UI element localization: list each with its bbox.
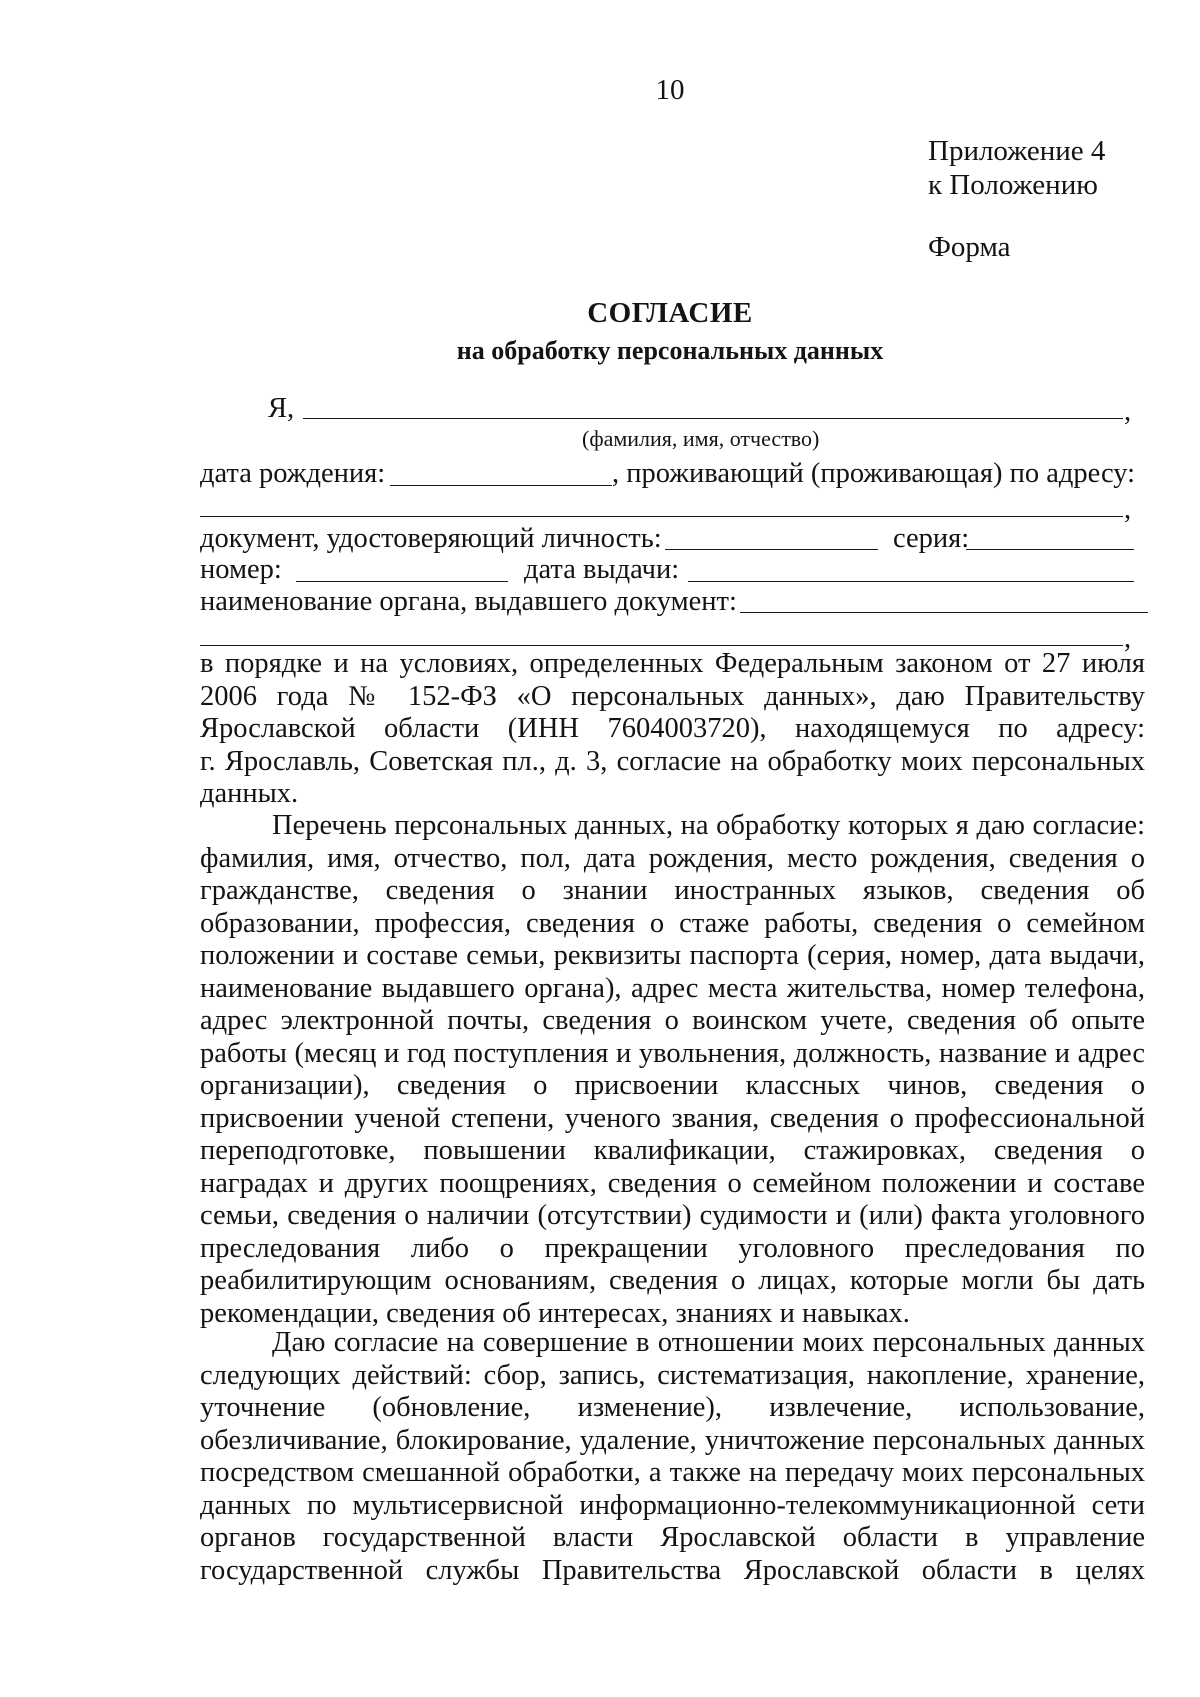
- name-prefix: Я,: [268, 393, 295, 424]
- text-line: Перечень персональных данных, на обработку которых я даю согласие:: [272, 810, 1145, 841]
- issuer-comma: ,: [1124, 623, 1132, 654]
- text-line: семьи, сведения о наличии (отсутствии) судимости и (или) факта уголовного: [200, 1200, 1145, 1231]
- series-label: серия:: [893, 523, 970, 554]
- text-line: гражданстве, сведения о знании иностранных языков, сведения об: [200, 875, 1145, 906]
- text-line: в порядке и на условиях, определенных Федеральным законом от 27 июля: [200, 648, 1145, 679]
- full-name-hint: (фамилия, имя, отчество): [582, 426, 820, 451]
- birth-date-label: дата рождения:: [200, 458, 386, 489]
- document-title: СОГЛАСИЕ: [587, 297, 753, 329]
- text-line: посредством смешанной обработки, а также на передачу моих персональных: [200, 1457, 1145, 1488]
- consent-paragraph-2: [200, 810, 1145, 1330]
- appendix-number: Приложение 4: [928, 135, 1106, 167]
- address-field[interactable]: [200, 516, 1123, 517]
- issue-date-label: дата выдачи:: [524, 554, 680, 585]
- text-line: реабилитирующим основаниям, сведения о лицах, которые могли бы дать: [200, 1265, 1145, 1296]
- text-line: 2006 года № 152-ФЗ «О персональных данных», даю Правительству: [200, 680, 1145, 712]
- text-line: данных по мультисервисной информационно-телекоммуникационной сети: [200, 1489, 1145, 1521]
- address-label: , проживающий (проживающая) по адресу:: [612, 458, 1136, 489]
- text-line: г. Ярославль, Советская пл., д. 3, согласие на обработку моих персональных: [200, 745, 1145, 777]
- address-comma: ,: [1124, 494, 1132, 525]
- text-line: данных.: [200, 778, 299, 809]
- text-line: органов государственной власти Ярославской области в управление: [200, 1522, 1145, 1553]
- text-line: образовании, профессия, сведения о стаже работы, сведения о семейном: [200, 907, 1145, 939]
- text-line: адрес электронной почты, сведения о воинском учете, сведения об опыте: [200, 1005, 1145, 1036]
- number-field[interactable]: [296, 581, 508, 582]
- text-line: уточнение (обновление, изменение), извлечение, использование,: [200, 1392, 1145, 1423]
- text-line: работы (месяц и год поступления и увольнения, должность, название и адрес: [200, 1037, 1145, 1069]
- text-line: наградах и других поощрениях, сведения о семейном положении и составе: [200, 1167, 1145, 1199]
- birth-date-field[interactable]: [390, 485, 612, 486]
- issuer-field-continued[interactable]: [200, 645, 1123, 646]
- name-comma: ,: [1124, 396, 1132, 427]
- form-label: Форма: [928, 231, 1011, 263]
- appendix-reference: к Положению: [928, 169, 1098, 201]
- text-line: обезличивание, блокирование, удаление, уничтожение персональных данных: [200, 1424, 1145, 1456]
- document-subtitle: на обработку персональных данных: [456, 336, 884, 365]
- text-line: присвоении ученой степени, ученого звания, сведения о профессиональной: [200, 1102, 1145, 1134]
- text-line: фамилия, имя, отчество, пол, дата рождения, место рождения, сведения о: [200, 842, 1145, 874]
- text-line: следующих действий: сбор, запись, систематизация, накопление, хранение,: [200, 1359, 1145, 1391]
- text-line: государственной службы Правительства Ярославской области в целях: [200, 1554, 1145, 1586]
- number-label: номер:: [200, 554, 282, 585]
- issue-date-field[interactable]: [688, 581, 1134, 582]
- text-line: наименование выдавшего органа), адрес места жительства, номер телефона,: [200, 972, 1145, 1004]
- page-number: 10: [655, 74, 685, 106]
- text-line: Ярославской области (ИНН 7604003720), находящемуся по адресу:: [200, 713, 1145, 744]
- id-document-label: документ, удостоверяющий личность:: [200, 523, 662, 554]
- consent-paragraph-3: [200, 1327, 1145, 1587]
- text-line: Даю согласие на совершение в отношении моих персональных данных: [272, 1327, 1145, 1358]
- text-line: организации), сведения о присвоении классных чинов, сведения о: [200, 1070, 1145, 1101]
- text-line: преследования либо о прекращении уголовного преследования по: [200, 1232, 1145, 1264]
- full-name-field[interactable]: [303, 418, 1123, 419]
- text-line: рекомендации, сведения об интересах, знаниях и навыках.: [200, 1297, 910, 1329]
- text-line: переподготовке, повышении квалификации, стажировках, сведения о: [200, 1135, 1145, 1166]
- id-document-field[interactable]: [665, 549, 878, 550]
- consent-paragraph-1: [200, 648, 1145, 811]
- text-line: положении и составе семьи, реквизиты паспорта (серия, номер, дата выдачи,: [200, 940, 1145, 971]
- series-field[interactable]: [966, 549, 1134, 550]
- issuer-field[interactable]: [740, 612, 1148, 613]
- issuer-label: наименование органа, выдавшего документ:: [200, 586, 737, 617]
